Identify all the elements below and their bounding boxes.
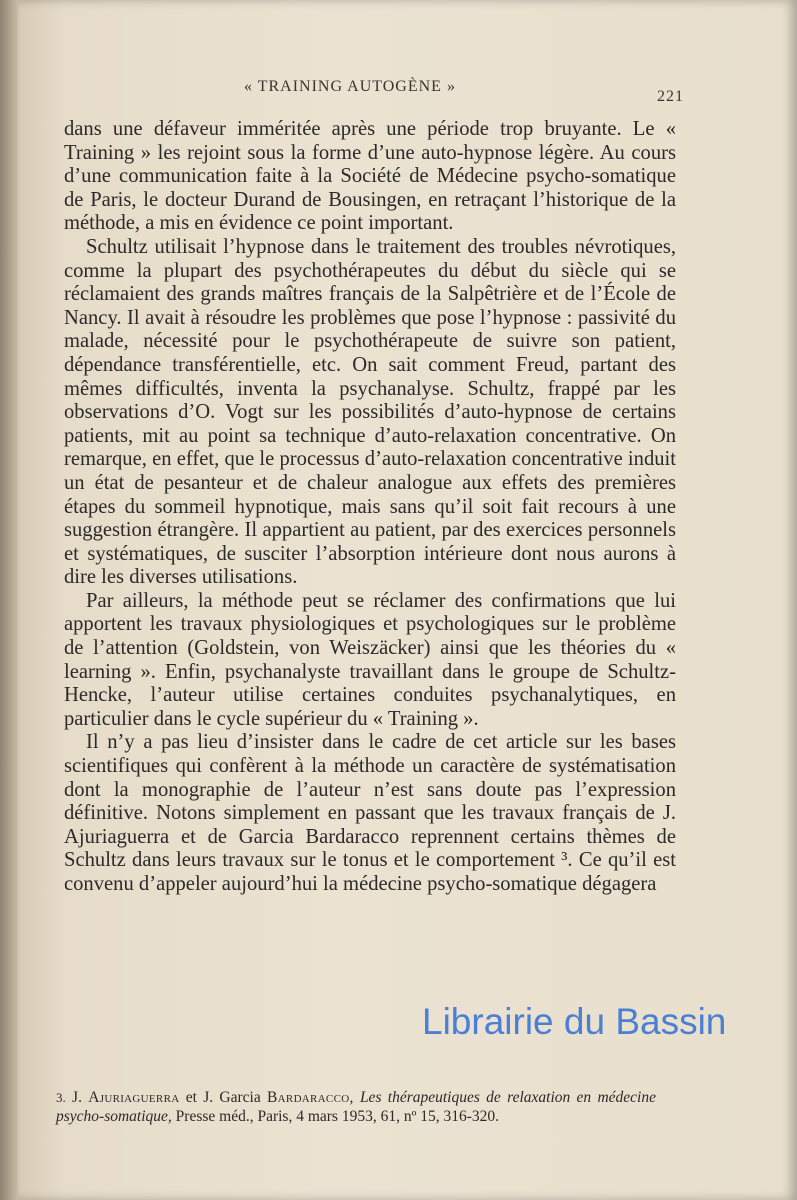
paragraph-1: dans une défaveur imméritée après une période trop bruyante. Le « Training » les rejoint sous la forme d’une auto-hypnose légère. Au cours d’une communication faite à la Société de Médecine psycho-somatique de Paris, le docteur Durand de Bousingen, en retraçant l’historique de la méthode, a mis en évidence ce point important. <box>64 118 676 235</box>
footnote <box>56 1088 656 1126</box>
footnote-title: Les thérapeutiques de relaxation en médecine psycho-somatique, <box>56 1089 656 1125</box>
page-header <box>244 78 684 104</box>
page-binding-edge <box>0 0 18 1200</box>
footnote-author1-initial: J. <box>72 1089 82 1106</box>
footnote-author2-name: Bardaracco, <box>267 1089 354 1106</box>
paragraph-3: Par ailleurs, la méthode peut se réclamer des confirmations que lui apportent les travaux physiologiques et psychologiques sur le problème de l’attention (Goldstein, von Weiszäcker) ainsi que les théories du « learning ». Enfin, psychanalyste travaillant dans le groupe de Schultz-Hencke, l’auteur utilise certaines conduites psychanalytiques, en particulier dans le cycle supérieur du « Training ». <box>64 589 676 730</box>
footnote-publication: Presse méd., Paris, 4 mars 1953, 61, nº 15, 316-320. <box>175 1108 500 1125</box>
paragraph-2: Schultz utilisait l’hypnose dans le traitement des troubles névrotiques, comme la plupart des psychothérapeutes du début du siècle qui se réclamaient des grands maîtres français de la Salpêtrière et de l’École de Nancy. Il avait à résoudre les problèmes que pose l’hypnose : passivité du malade, nécessité pour le psychothérapeute de suivre son patient, dépendance transférentielle, etc. On sait comment Freud, partant des mêmes difficultés, inventa la psychanalyse. Schultz, frappé par les observations d’O. Vogt sur les possibilités d’auto-hypnose de certains patients, mit au point sa technique d’auto-relaxation concentrative. On remarque, en effet, que le processus d’auto-relaxation concentrative induit un état de pesanteur et de chaleur analogue aux effets des premières étapes du sommeil hypnotique, mais sans qu’il soit fait recours à une suggestion étrangère. Il appartient au patient, par des exercices personnels et systématiques, de susciter l’absorption intérieure dont nous aurons à dire les diverses utilisations. <box>64 235 676 589</box>
paragraph-4: Il n’y a pas lieu d’insister dans le cadre de cet article sur les bases scientifiques qui confèrent à la méthode un caractère de systématisation dont la monographie de l’auteur n’est sans doute pas l’expression définitive. Notons simplement en passant que les travaux français de J. Ajuriaguerra et de Garcia Bardaracco reprennent certains thèmes de Schultz dans leurs travaux sur le tonus et le comportement ³. Ce qu’il est convenu d’appeler aujourd’hui la médecine psycho-somatique dégagera <box>64 731 676 895</box>
footnote-connector: et J. Garcia <box>185 1089 261 1106</box>
running-title: « TRAINING AUTOGÈNE » <box>244 78 456 95</box>
footnote-number: 3. <box>56 1090 66 1105</box>
footnote-author1-name: Ajuriaguerra <box>88 1089 180 1106</box>
body-text <box>64 118 676 897</box>
page-number: 221 <box>657 88 684 105</box>
bookseller-watermark: Librairie du Bassin <box>422 1001 727 1042</box>
book-page <box>18 0 797 1200</box>
